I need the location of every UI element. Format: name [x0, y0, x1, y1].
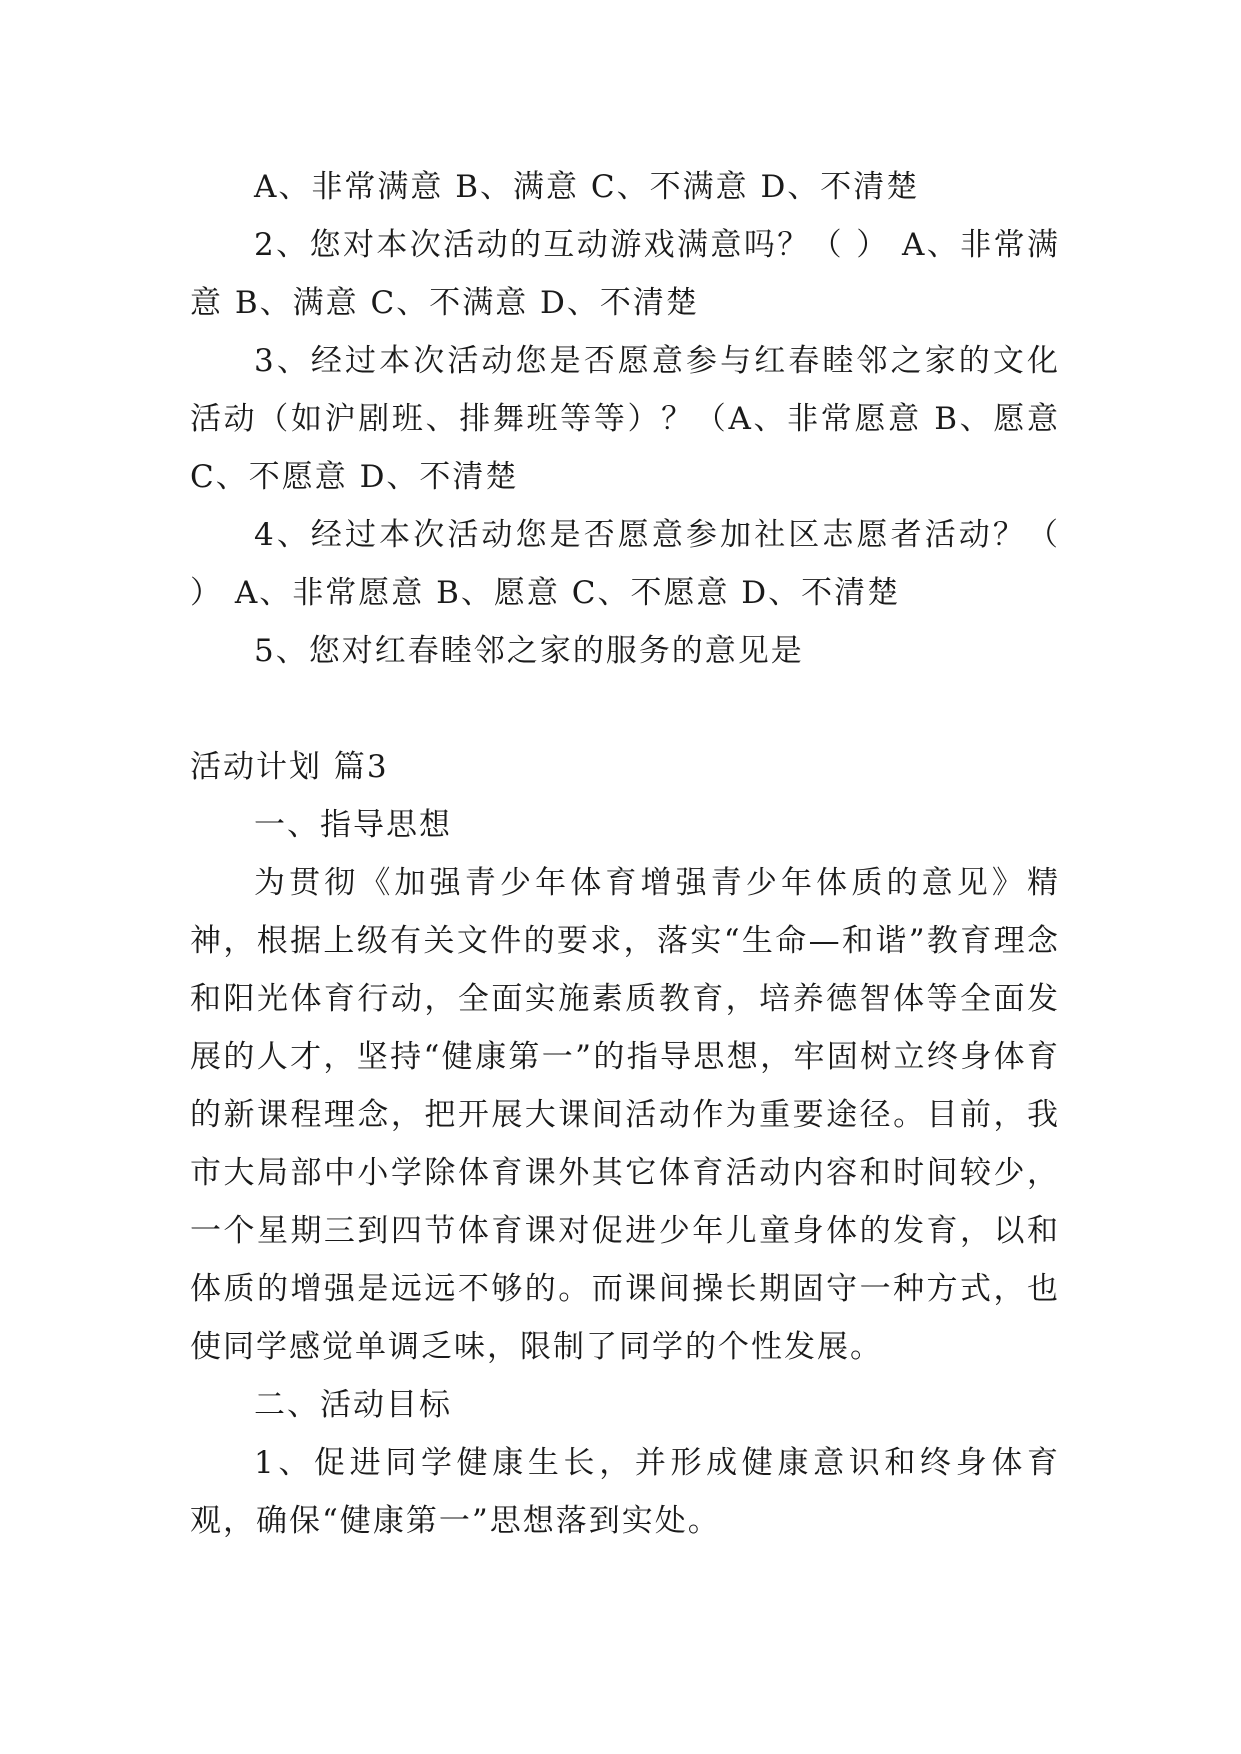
heading-activity-goals: 二、活动目标: [254, 1387, 452, 1423]
survey-q1-options: A、非常满意 B、满意 C、不满意 D、不清楚: [254, 169, 920, 205]
section-title: 活动计划 篇3: [190, 749, 389, 785]
survey-q4: 4、经过本次活动您是否愿意参加社区志愿者活动？（ ） A、非常愿意 B、愿意 C、不愿意 D、不清楚: [190, 517, 1060, 611]
paragraph-activity-goal-1: 1、促进同学健康生长，并形成健康意识和终身体育观，确保“健康第一”思想落到实处。: [190, 1445, 1060, 1539]
survey-q3: 3、经过本次活动您是否愿意参与红春睦邻之家的文化活动（如沪剧班、排舞班等等）？（A、非常愿意 B、愿意 C、不愿意 D、不清楚: [190, 343, 1060, 495]
survey-q2: 2、您对本次活动的互动游戏满意吗？（ ） A、非常满意 B、满意 C、不满意 D、不清楚: [190, 227, 1060, 321]
document-body: [190, 158, 1060, 1550]
survey-q5: 5、您对红春睦邻之家的服务的意见是: [254, 633, 804, 669]
heading-guiding-ideology: 一、指导思想: [254, 807, 452, 843]
paragraph-guiding-ideology: 为贯彻《加强青少年体育增强青少年体质的意见》精神，根据上级有关文件的要求，落实“生命—和谐”教育理念和阳光体育行动，全面实施素质教育，培养德智体等全面发展的人才，坚持“健康第一”的指导思想，牢固树立终身体育的新课程理念，把开展大课间活动作为重要途径。目前，我市大局部中小学除体育课外其它体育活动内容和时间较少，一个星期三到四节体育课对促进少年儿童身体的发育，以和体质的增强是远远不够的。而课间操长期固守一种方式，也使同学感觉单调乏味，限制了同学的个性发展。: [190, 865, 1060, 1365]
